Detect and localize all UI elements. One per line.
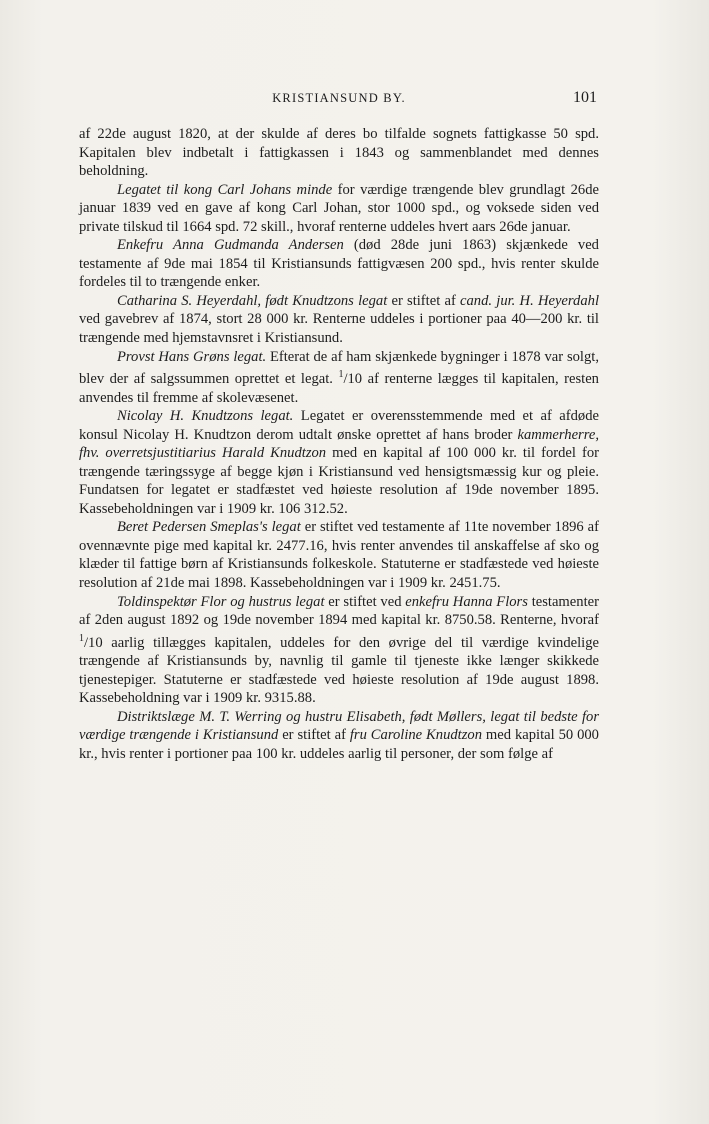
fraction-numerator: 1 [338,369,344,381]
fraction-numerator: 1 [79,632,84,644]
text-run: med kapital 50 000 kr., hvis renter i portioner paa 100 kr. uddeles aarlig til personer, der som følge af [79,727,599,762]
text-run: Legatet er overensstemmende med et af afdøde konsul Nicolay H. Knudtzon derom udtalt ønske oprettet af hans broder [79,408,599,443]
paragraph [79,292,599,348]
paragraph [79,236,599,292]
italic-text: Provst Hans Grøns legat. [117,348,267,365]
text-run: er stiftet ved [324,593,406,610]
paragraph [79,593,599,708]
text-run: testamenter af 2den august 1892 og 19de november 1894 med kapital kr. 8750.58. Renterne, hvoraf [79,593,599,629]
text-run: Efterat de af ham skjænkede bygninger i 1878 var solgt, blev der af salgssummen oprettet et legat. [79,348,599,387]
italic-text: Catharina S. Heyerdahl, født Knudtzons legat [117,292,388,309]
page-header [79,89,599,109]
body-text [79,125,599,763]
page-number: 101 [573,89,597,106]
text-run: for værdige trængende blev grundlagt 26de januar 1839 ved en gave af kong Carl Johan, stor 1000 spd., og voksede siden ved private tilskud til 1664 spd. 72 skill., hvoraf renterne uddeles hvert aars 26de januar. [79,181,599,235]
paragraph [79,407,599,518]
italic-text: cand. jur. H. Heyerdahl [460,292,599,309]
text-run: af 22de august 1820, at der skulde af deres bo tilfalde sognets fattigkasse 50 spd. Kapitalen blev indbetalt i fattigkassen i 1843 og sammenblandet med dennes beholdning. [79,126,599,180]
paragraph [79,125,599,181]
text-run: (død 28de juni 1863) skjænkede ved testamente af 9de mai 1854 til Kristiansunds fattigvæsen 200 spd., hvis renter skulde fordeles til to trængende enker. [79,237,599,291]
text-run: ved gavebrev af 1874, stort 28 000 kr. Renterne uddeles i portioner paa 40—200 kr. til trængende med hjemstavnsret i Kristiansund. [79,311,599,347]
italic-text: Enkefru Anna Gudmanda Andersen [117,237,344,254]
running-head: KRISTIANSUND BY. [272,91,406,105]
paragraph [79,348,599,408]
text-run: med en kapital af 100 000 kr. til fordel for trængende tæringssyge af begge kjøn i Kristiansund ved hensigtsmæssig kur og pleie. Fundatsen for legatet er stadfæstet ved høieste resolution af 19de november 1895. Kassebeholdningen var i 1909 kr. 106 312.52. [79,445,599,517]
italic-text: Nicolay H. Knudtzons legat. [117,408,294,425]
italic-text: Toldinspektør Flor og hustrus legat [117,593,325,610]
italic-text: enkefru Hanna Flors [405,593,528,610]
italic-text: Legatet til kong Carl Johans minde [117,181,333,198]
paragraph [79,181,599,237]
italic-text: Distriktslæge M. T. Werring og hustru Elisabeth, født Møllers, legat til bedste for værdige trængende i Kristiansund [79,708,599,744]
text-run: er stiftet ved testamente af 11te november 1896 af ovennævnte pige med kapital kr. 2477.16, hvis renter anvendes til anskaffelse af sko og klæder til fattige børn af Kristiansunds folkeskole. Statuterne er stadfæstede ved høieste resolution af 21de mai 1898. Kassebeholdningen var i 1909 kr. 2451.75. [79,519,599,591]
italic-text: Beret Pedersen Smeplas's legat [117,519,301,536]
italic-text: kammerherre, fhv. overretsjustitiarius Harald Knudtzon [79,426,599,462]
text-run: /10 aarlig tillægges kapitalen, uddeles for den øvrige del til værdige kvindelige trængende af Kristiansunds by, navnlig til gamle til tjeneste ikke længer skikkede tjenestepiger. Statuterne er stadfæstede ved høieste resolution af 19de august 1898. Kassebeholdning var i 1909 kr. 9315.88. [79,634,599,707]
paragraph [79,708,599,764]
text-run: er stiftet af [387,292,461,309]
paragraph [79,518,599,592]
text-run: /10 af renterne lægges til kapitalen, resten anvendes til fremme af skolevæsenet. [79,370,599,406]
text-run: er stiftet af [278,727,350,744]
italic-text: fru Caroline Knudtzon [349,727,483,744]
